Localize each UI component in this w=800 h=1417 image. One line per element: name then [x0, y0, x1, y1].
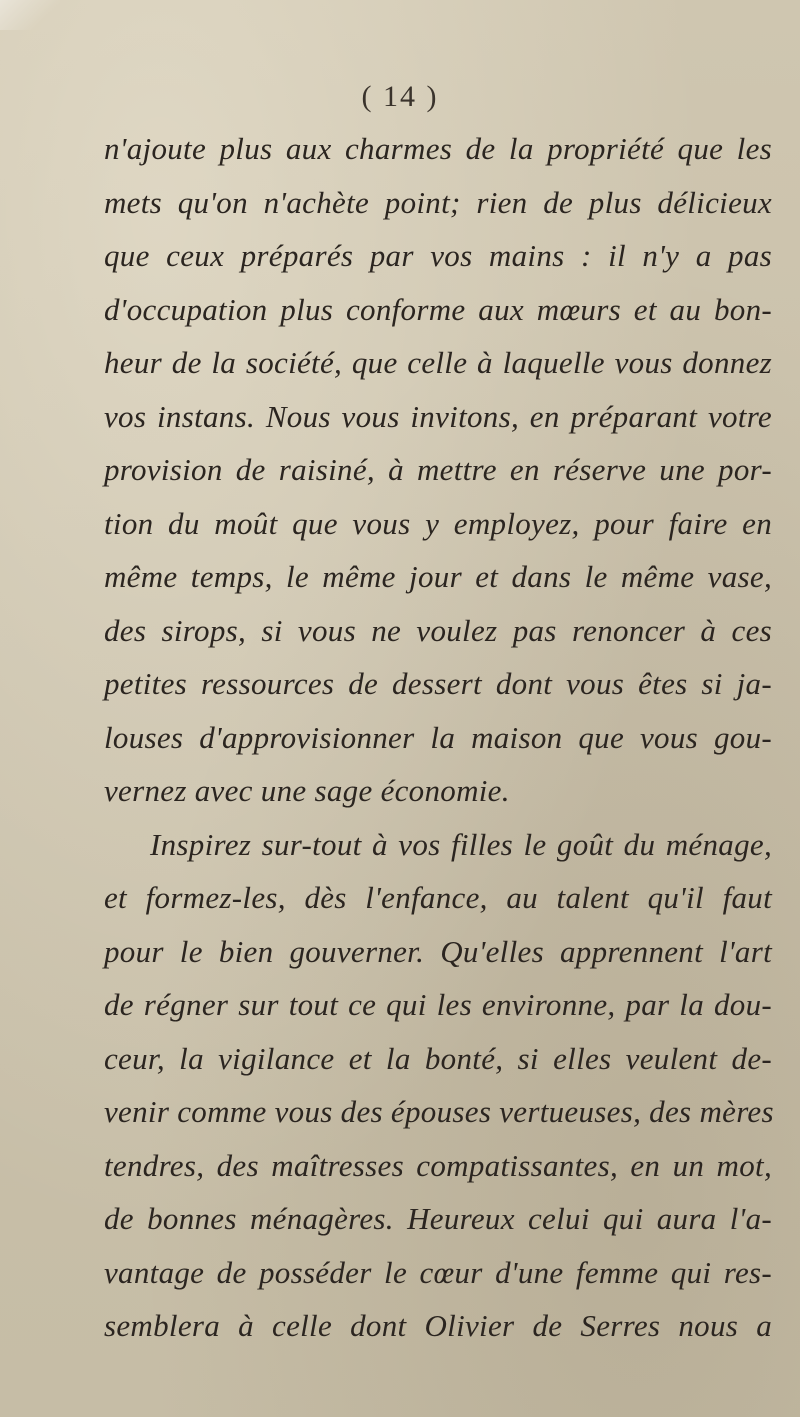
text-line: mets qu'on n'achète point; rien de plus délicieux: [104, 184, 772, 220]
text-line: tion du moût que vous y employez, pour faire en: [104, 505, 772, 541]
page-corner: [0, 0, 60, 30]
text-line: que ceux préparés par vos mains : il n'y a pas: [104, 238, 772, 273]
text-line: vantage de posséder le cœur d'une femme qui res-: [104, 1254, 772, 1290]
text-line: pour le bien gouverner. Qu'elles apprennent l'art: [104, 933, 772, 969]
text-line: d'occupation plus conforme aux mœurs et au bon-: [104, 291, 772, 327]
text-line: semblera à celle dont Olivier de Serres nous a: [104, 1308, 772, 1343]
text-line: de régner sur tout ce qui les environne, par la dou-: [104, 987, 772, 1022]
text-line: n'ajoute plus aux charmes de la propriété que les: [104, 131, 772, 166]
page-number: ( 14 ): [361, 80, 439, 113]
text-line: vos instans. Nous vous invitons, en préparant votre: [104, 398, 772, 434]
text-line: louses d'approvisionner la maison que vous gou-: [104, 719, 772, 755]
text-line: vernez avec une sage économie.: [104, 773, 510, 808]
text-line: petites ressources de dessert dont vous êtes si ja-: [104, 666, 772, 701]
text-line: de bonnes ménagères. Heureux celui qui aura l'a-: [104, 1201, 772, 1236]
text-line: même temps, le même jour et dans le même vase,: [104, 559, 772, 594]
text-line: Inspirez sur-tout à vos filles le goût du ménage,: [150, 826, 772, 862]
text-line: des sirops, si vous ne voulez pas renoncer à ces: [104, 612, 772, 648]
text-line: venir comme vous des épouses vertueuses, des mères: [104, 1094, 774, 1129]
text-line: et formez-les, dès l'enfance, au talent qu'il faut: [104, 880, 772, 915]
body-text: [104, 122, 772, 1353]
text-line: tendres, des maîtresses compatissantes, en un mot,: [104, 1147, 772, 1183]
text-line: provision de raisiné, à mettre en réserve une por-: [104, 452, 772, 487]
text-line: heur de la société, que celle à laquelle vous donnez: [104, 345, 772, 380]
text-line: ceur, la vigilance et la bonté, si elles veulent de-: [104, 1040, 772, 1076]
